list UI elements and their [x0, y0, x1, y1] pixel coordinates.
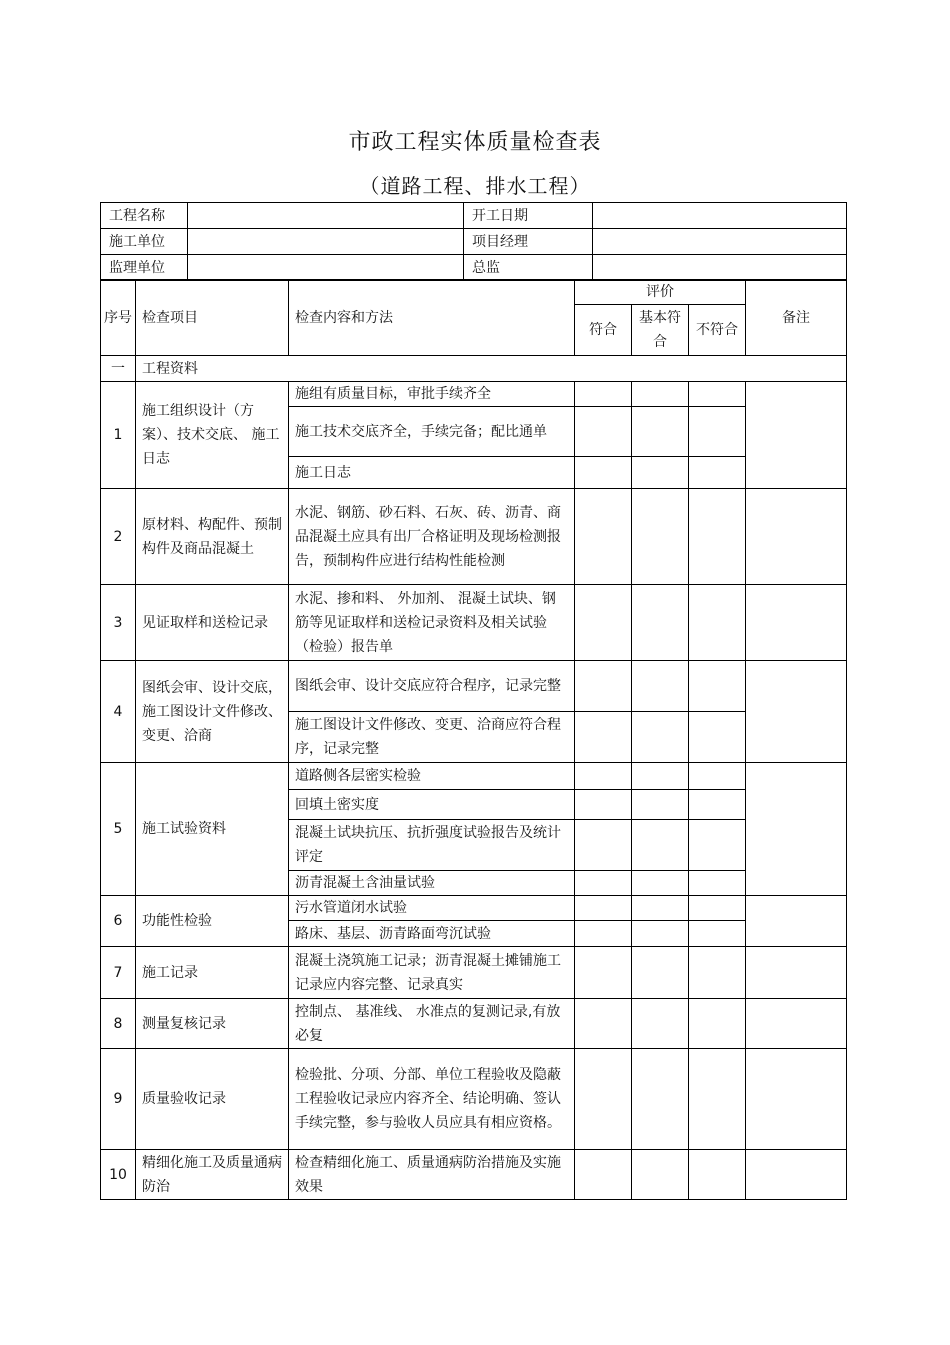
- row-number: 7: [101, 947, 136, 999]
- page-title: 市政工程实体质量检查表: [348, 130, 602, 155]
- eval-pass-cell[interactable]: [575, 661, 632, 712]
- eval-basic-cell[interactable]: [632, 820, 689, 871]
- table-row: [101, 661, 847, 712]
- eval-fail-cell[interactable]: [689, 896, 746, 921]
- check-content: 施工日志: [289, 457, 575, 489]
- eval-basic-cell[interactable]: [632, 1150, 689, 1200]
- eval-fail-cell[interactable]: [689, 1049, 746, 1150]
- check-item: 原材料、构配件、预制构件及商品混凝土: [136, 489, 289, 585]
- header-item: 检查项目: [136, 280, 289, 356]
- remarks-cell[interactable]: [746, 1150, 847, 1200]
- eval-fail-cell[interactable]: [689, 999, 746, 1049]
- eval-basic-cell[interactable]: [632, 947, 689, 999]
- eval-fail-cell[interactable]: [689, 457, 746, 489]
- eval-fail-cell[interactable]: [689, 407, 746, 457]
- table-row: [101, 585, 847, 661]
- check-item: 精细化施工及质量通病防治: [136, 1150, 289, 1200]
- check-content: 混凝土试块抗压、抗折强度试验报告及统计评定: [289, 820, 575, 871]
- project-name-field[interactable]: [188, 203, 464, 229]
- remarks-cell[interactable]: [746, 382, 847, 489]
- eval-pass-cell[interactable]: [575, 407, 632, 457]
- section-name: 工程资料: [136, 356, 847, 382]
- row-number: 9: [101, 1049, 136, 1150]
- table-row: [101, 896, 847, 921]
- eval-pass-cell[interactable]: [575, 712, 632, 763]
- check-content: 图纸会审、设计交底应符合程序，记录完整: [289, 661, 575, 712]
- row-number: 4: [101, 661, 136, 763]
- eval-basic-cell[interactable]: [632, 871, 689, 896]
- eval-pass-cell[interactable]: [575, 1150, 632, 1200]
- info-row: [101, 255, 847, 281]
- eval-pass-cell[interactable]: [575, 947, 632, 999]
- check-item: 功能性检验: [136, 896, 289, 947]
- header-remarks: 备注: [746, 280, 847, 356]
- check-item: 施工记录: [136, 947, 289, 999]
- row-number: 3: [101, 585, 136, 661]
- eval-basic-cell[interactable]: [632, 382, 689, 407]
- check-content: 混凝土浇筑施工记录；沥青混凝土摊铺施工记录应内容完整、记录真实: [289, 947, 575, 999]
- eval-fail-cell[interactable]: [689, 790, 746, 820]
- eval-pass-cell[interactable]: [575, 921, 632, 947]
- eval-basic-cell[interactable]: [632, 585, 689, 661]
- project-info-table: [100, 202, 847, 281]
- eval-pass-cell[interactable]: [575, 585, 632, 661]
- eval-basic-cell[interactable]: [632, 1049, 689, 1150]
- eval-pass-cell[interactable]: [575, 999, 632, 1049]
- header-method: 检查内容和方法: [289, 280, 575, 356]
- table-row: [101, 1049, 847, 1150]
- table-row: [101, 999, 847, 1049]
- check-content: 检查精细化施工、质量通病防治措施及实施效果: [289, 1150, 575, 1200]
- eval-basic-cell[interactable]: [632, 763, 689, 790]
- eval-basic-cell[interactable]: [632, 790, 689, 820]
- eval-fail-cell[interactable]: [689, 763, 746, 790]
- row-number: 2: [101, 489, 136, 585]
- project-manager-field[interactable]: [593, 229, 847, 255]
- row-number: 10: [101, 1150, 136, 1200]
- inspection-table: [100, 279, 847, 1200]
- check-content: 水泥、掺和料、 外加剂、 混凝土试块、钢筋等见证取样和送检记录资料及相关试验（检验）报告单: [289, 585, 575, 661]
- section-row: [101, 356, 847, 382]
- remarks-cell[interactable]: [746, 489, 847, 585]
- eval-pass-cell[interactable]: [575, 871, 632, 896]
- page-subtitle: （道路工程、排水工程）: [359, 174, 591, 198]
- check-item: 见证取样和送检记录: [136, 585, 289, 661]
- eval-basic-cell[interactable]: [632, 921, 689, 947]
- check-content: 水泥、钢筋、砂石料、石灰、砖、沥青、商品混凝土应具有出厂合格证明及现场检测报告，预制构件应进行结构性能检测: [289, 489, 575, 585]
- chief-supervisor-label: 总监: [464, 255, 593, 281]
- construction-unit-label: 施工单位: [101, 229, 188, 255]
- check-content: 沥青混凝土含油量试验: [289, 871, 575, 896]
- supervision-unit-label: 监理单位: [101, 255, 188, 281]
- eval-pass-cell[interactable]: [575, 790, 632, 820]
- eval-basic-cell[interactable]: [632, 457, 689, 489]
- table-row: [101, 1150, 847, 1200]
- check-item: 质量验收记录: [136, 1049, 289, 1150]
- check-content: 施工技术交底齐全，手续完备；配比通单: [289, 407, 575, 457]
- check-content: 控制点、 基准线、 水准点的复测记录,有放必复: [289, 999, 575, 1049]
- eval-fail-cell[interactable]: [689, 947, 746, 999]
- remarks-cell[interactable]: [746, 763, 847, 896]
- check-item: 施工试验资料: [136, 763, 289, 896]
- header-evaluation: 评价: [575, 280, 746, 305]
- info-row: [101, 229, 847, 255]
- project-name-label: 工程名称: [101, 203, 188, 229]
- check-item: 图纸会审、设计交底，施工图设计文件修改、变更、洽商: [136, 661, 289, 763]
- eval-pass-cell[interactable]: [575, 457, 632, 489]
- check-item: 施工组织设计（方案）、技术交底、 施工日志: [136, 382, 289, 489]
- row-number: 1: [101, 382, 136, 489]
- remarks-cell[interactable]: [746, 896, 847, 947]
- eval-fail-cell[interactable]: [689, 712, 746, 763]
- table-row: [101, 947, 847, 999]
- supervision-unit-field[interactable]: [188, 255, 464, 281]
- check-content: 检验批、分项、分部、单位工程验收及隐蔽工程验收记录应内容齐全、结论明确、签认手续完整，参与验收人员应具有相应资格。: [289, 1049, 575, 1150]
- row-number: 8: [101, 999, 136, 1049]
- table-row: [101, 382, 847, 407]
- eval-fail-cell[interactable]: [689, 661, 746, 712]
- chief-supervisor-field[interactable]: [593, 255, 847, 281]
- eval-fail-cell[interactable]: [689, 585, 746, 661]
- eval-pass-cell[interactable]: [575, 820, 632, 871]
- row-number: 5: [101, 763, 136, 896]
- eval-pass-cell[interactable]: [575, 896, 632, 921]
- eval-pass-cell[interactable]: [575, 1049, 632, 1150]
- info-row: [101, 203, 847, 229]
- check-content: 施工图设计文件修改、变更、洽商应符合程序，记录完整: [289, 712, 575, 763]
- table-row: [101, 489, 847, 585]
- eval-basic-cell[interactable]: [632, 999, 689, 1049]
- remarks-cell[interactable]: [746, 1049, 847, 1150]
- check-item: 测量复核记录: [136, 999, 289, 1049]
- header-seq: 序号: [101, 280, 136, 356]
- table-row: [101, 763, 847, 790]
- start-date-field[interactable]: [593, 203, 847, 229]
- eval-basic-cell[interactable]: [632, 712, 689, 763]
- eval-fail-cell[interactable]: [689, 382, 746, 407]
- construction-unit-field[interactable]: [188, 229, 464, 255]
- eval-pass-cell[interactable]: [575, 763, 632, 790]
- project-manager-label: 项目经理: [464, 229, 593, 255]
- section-number: 一: [101, 356, 136, 382]
- eval-fail-cell[interactable]: [689, 921, 746, 947]
- check-content: 道路侧各层密实检验: [289, 763, 575, 790]
- eval-basic-cell[interactable]: [632, 661, 689, 712]
- start-date-label: 开工日期: [464, 203, 593, 229]
- remarks-cell[interactable]: [746, 661, 847, 763]
- check-content: 污水管道闭水试验: [289, 896, 575, 921]
- eval-basic-cell[interactable]: [632, 407, 689, 457]
- eval-basic-cell[interactable]: [632, 489, 689, 585]
- header-eval-pass: 符合: [575, 305, 632, 356]
- eval-fail-cell[interactable]: [689, 1150, 746, 1200]
- eval-pass-cell[interactable]: [575, 489, 632, 585]
- remarks-cell[interactable]: [746, 947, 847, 999]
- check-content: 回填土密实度: [289, 790, 575, 820]
- eval-fail-cell[interactable]: [689, 489, 746, 585]
- check-content: 施组有质量目标，审批手续齐全: [289, 382, 575, 407]
- remarks-cell[interactable]: [746, 999, 847, 1049]
- header-eval-basic: 基本符合: [632, 305, 689, 356]
- eval-fail-cell[interactable]: [689, 820, 746, 871]
- eval-basic-cell[interactable]: [632, 896, 689, 921]
- eval-fail-cell[interactable]: [689, 871, 746, 896]
- check-content: 路床、基层、沥青路面弯沉试验: [289, 921, 575, 947]
- header-eval-fail: 不符合: [689, 305, 746, 356]
- row-number: 6: [101, 896, 136, 947]
- remarks-cell[interactable]: [746, 585, 847, 661]
- eval-pass-cell[interactable]: [575, 382, 632, 407]
- header-row: [101, 280, 847, 305]
